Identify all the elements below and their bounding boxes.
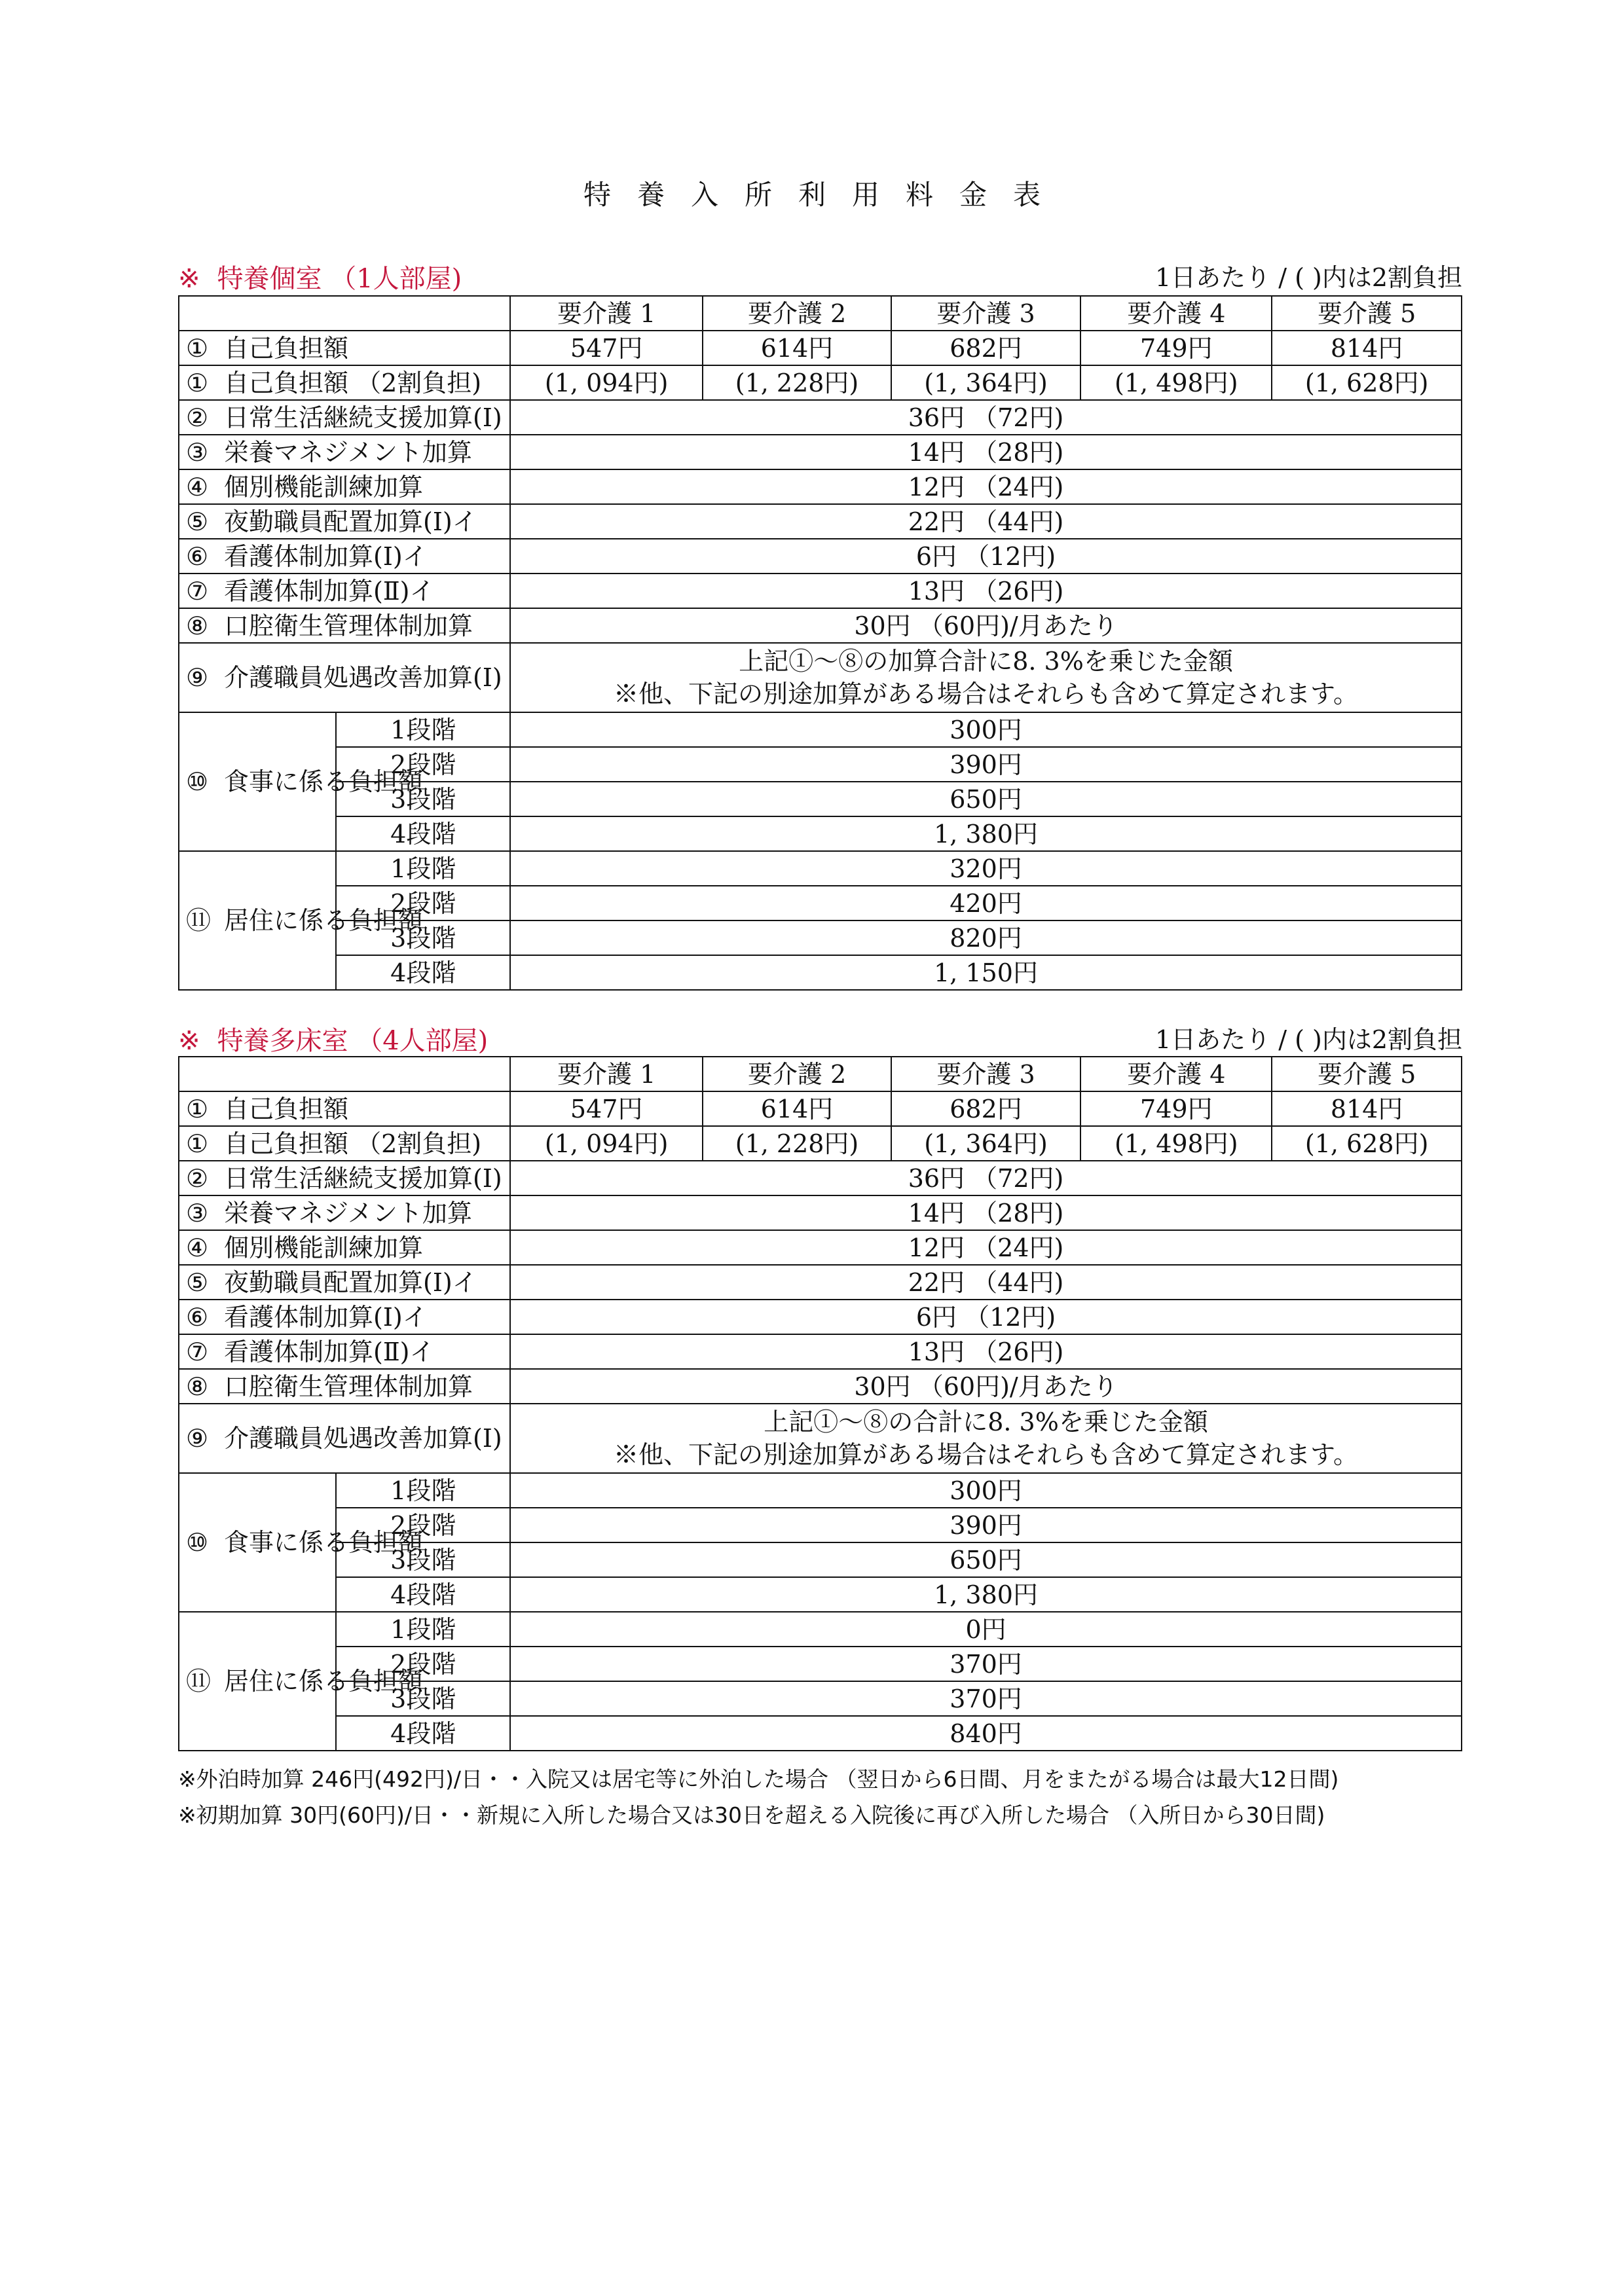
addition-row	[179, 1369, 1462, 1404]
fee-value: (1, 364円)	[891, 365, 1081, 400]
item-label-cell	[179, 1369, 510, 1404]
improvement-line-2: ※他、下記の別途加算がある場合はそれらも含めて算定されます。	[614, 1440, 1359, 1469]
item-label-cell	[179, 1404, 510, 1473]
care-level-header: 要介護 2	[703, 1057, 891, 1091]
item-number: ⑨	[186, 663, 209, 692]
item-label-cell	[179, 1265, 510, 1300]
addition-row	[179, 1334, 1462, 1369]
item-number: ⑦	[186, 576, 209, 606]
addition-value: 14円 （28円)	[510, 435, 1462, 469]
addition-value: 12円 （24円)	[510, 1230, 1462, 1265]
improvement-value	[510, 1404, 1462, 1473]
care-level-header: 要介護 5	[1272, 1057, 1462, 1091]
item-number: ⑧	[186, 1372, 209, 1401]
care-level-header: 要介護 2	[703, 296, 891, 331]
fee-value: 682円	[891, 331, 1081, 365]
addition-row	[179, 539, 1462, 574]
group-label: 食事に係る負担額	[224, 767, 424, 796]
stage-value: 1, 150円	[510, 955, 1462, 990]
header-blank	[179, 1057, 510, 1091]
stage-label: 3段階	[336, 920, 510, 955]
note-mark: ※	[178, 1026, 200, 1056]
care-level-header: 要介護 4	[1080, 296, 1272, 331]
fee-value: 547円	[510, 1091, 703, 1126]
item-number: ⑩	[186, 767, 209, 796]
self-pay_2-row	[179, 365, 1462, 400]
header-blank	[179, 296, 510, 331]
addition-value: 22円 （44円)	[510, 1265, 1462, 1300]
addition-value: 13円 （26円)	[510, 574, 1462, 608]
fee-value: (1, 628円)	[1272, 365, 1462, 400]
addition-row	[179, 435, 1462, 469]
section-note: 1日あたり / ( )内は2割負担	[1154, 263, 1462, 292]
item-label-cell	[179, 400, 510, 435]
self-pay-row	[179, 331, 1462, 365]
stage-label: 4段階	[336, 955, 510, 990]
fee-value: 614円	[703, 1091, 891, 1126]
item-number: ⑪	[186, 1667, 212, 1696]
item-label-cell	[179, 504, 510, 539]
group-label: 居住に係る負担額	[224, 1667, 424, 1696]
header-row	[179, 1057, 1462, 1091]
item-label-cell	[179, 469, 510, 504]
fee-value: (1, 628円)	[1272, 1126, 1462, 1161]
stage-value: 650円	[510, 782, 1462, 816]
section-title-text: 特養多床室 （4人部屋)	[217, 1026, 489, 1056]
addition-value: 6円 （12円)	[510, 539, 1462, 574]
item-number: ⑤	[186, 1267, 209, 1297]
addition-value: 13円 （26円)	[510, 1334, 1462, 1369]
addition-value: 12円 （24円)	[510, 469, 1462, 504]
item-label-cell	[179, 331, 510, 365]
residence-stage-row	[179, 1716, 1462, 1751]
care-level-header: 要介護 5	[1272, 296, 1462, 331]
fee-value: (1, 498円)	[1080, 1126, 1272, 1161]
care-level-header: 要介護 1	[510, 296, 703, 331]
item-label: 自己負担額 （2割負担)	[224, 368, 482, 397]
stage-label: 1段階	[336, 712, 510, 747]
fee-value: 614円	[703, 331, 891, 365]
item-label: 個別機能訓練加算	[224, 1233, 424, 1262]
addition-row	[179, 1300, 1462, 1334]
group-label: 食事に係る負担額	[224, 1528, 424, 1557]
improvement-value	[510, 643, 1462, 712]
fee-value: (1, 094円)	[510, 365, 703, 400]
addition-row	[179, 1230, 1462, 1265]
addition-value: 22円 （44円)	[510, 504, 1462, 539]
item-number: ①	[186, 1129, 209, 1158]
item-label: 日常生活継続支援加算(Ⅰ)	[224, 403, 502, 432]
fee-value: (1, 364円)	[891, 1126, 1081, 1161]
self-pay_2-row	[179, 1126, 1462, 1161]
stage-value: 390円	[510, 747, 1462, 782]
care-level-header: 要介護 3	[891, 1057, 1081, 1091]
item-number: ⑧	[186, 611, 209, 640]
care-level-header: 要介護 1	[510, 1057, 703, 1091]
fee-value: 547円	[510, 331, 703, 365]
stage-value: 300円	[510, 1473, 1462, 1508]
stage-label: 4段階	[336, 1716, 510, 1751]
item-label: 看護体制加算(Ⅰ)イ	[224, 1302, 428, 1332]
stage-value: 1, 380円	[510, 1577, 1462, 1612]
residence-stage-row	[179, 851, 1462, 886]
item-number: ①	[186, 333, 209, 363]
addition-row	[179, 400, 1462, 435]
item-label: 看護体制加算(Ⅱ)イ	[224, 576, 435, 606]
item-number: ⑤	[186, 507, 209, 536]
stage-label: 1段階	[336, 1612, 510, 1647]
note-mark: ※	[178, 264, 200, 294]
stage-value: 370円	[510, 1647, 1462, 1681]
group-label: 居住に係る負担額	[224, 906, 424, 935]
fee-value: 749円	[1080, 1091, 1272, 1126]
item-label-cell	[179, 1161, 510, 1195]
item-label: 看護体制加算(Ⅱ)イ	[224, 1337, 435, 1366]
addition-row	[179, 1161, 1462, 1195]
stage-value: 0円	[510, 1612, 1462, 1647]
fee-value: (1, 228円)	[703, 365, 891, 400]
item-number: ③	[186, 1198, 209, 1228]
fee-value: 749円	[1080, 331, 1272, 365]
item-label: 夜勤職員配置加算(Ⅰ)イ	[224, 507, 477, 536]
addition-row	[179, 1265, 1462, 1300]
fee-table-multi-bed-room	[178, 1056, 1462, 1751]
stage-label: 1段階	[336, 851, 510, 886]
fee-value: 814円	[1272, 1091, 1462, 1126]
item-label-cell	[179, 1230, 510, 1265]
meal-stage-row	[179, 1473, 1462, 1508]
stage-value: 840円	[510, 1716, 1462, 1751]
stage-label: 4段階	[336, 1577, 510, 1612]
item-number: ②	[186, 403, 209, 432]
stage-value: 820円	[510, 920, 1462, 955]
item-label: 自己負担額	[224, 333, 349, 363]
item-label: 栄養マネジメント加算	[224, 437, 472, 467]
fee-value: (1, 094円)	[510, 1126, 703, 1161]
addition-value: 30円 （60円)/月あたり	[510, 1369, 1462, 1404]
item-label: 看護体制加算(Ⅰ)イ	[224, 541, 428, 571]
stage-label: 2段階	[336, 1508, 510, 1542]
addition-row	[179, 504, 1462, 539]
item-label: 夜勤職員配置加算(Ⅰ)イ	[224, 1267, 477, 1297]
item-label: 日常生活継続支援加算(Ⅰ)	[224, 1163, 502, 1193]
stage-value: 370円	[510, 1681, 1462, 1716]
addition-value: 6円 （12円)	[510, 1300, 1462, 1334]
item-label-cell	[179, 643, 510, 712]
stage-label: 2段階	[336, 1647, 510, 1681]
item-label-cell	[179, 1126, 510, 1161]
item-number: ⑥	[186, 541, 209, 571]
item-number: ①	[186, 1094, 209, 1123]
item-label-cell	[179, 1300, 510, 1334]
item-label-cell	[179, 539, 510, 574]
stage-value: 650円	[510, 1542, 1462, 1577]
item-label-cell	[179, 365, 510, 400]
fee-value: (1, 228円)	[703, 1126, 891, 1161]
item-number: ⑦	[186, 1337, 209, 1366]
item-number: ④	[186, 1233, 209, 1262]
addition-row	[179, 574, 1462, 608]
addition-row	[179, 608, 1462, 643]
meal-stage-row	[179, 1577, 1462, 1612]
item-label-cell	[179, 574, 510, 608]
item-label-cell	[179, 1334, 510, 1369]
item-label-cell	[179, 435, 510, 469]
document-title: 特養入所利用料金表	[583, 179, 1067, 211]
fee-value: (1, 498円)	[1080, 365, 1272, 400]
fee-table-private-room	[178, 295, 1462, 991]
item-label-cell	[179, 608, 510, 643]
stage-label: 1段階	[336, 1473, 510, 1508]
item-label: 個別機能訓練加算	[224, 472, 424, 501]
section-title-multi-bed-room	[178, 1023, 488, 1059]
footnote-overnight: ※外泊時加算 246円(492円)/日・・入院又は居宅等に外泊した場合 （翌日から6日間、月をまたがる場合は最大12日間)	[178, 1766, 1339, 1792]
footnote-initial: ※初期加算 30円(60円)/日・・新規に入所した場合又は30日を超える入院後に再び入所した場合 （入所日から30日間)	[178, 1802, 1325, 1828]
section-note: 1日あたり / ( )内は2割負担	[1154, 1025, 1462, 1054]
item-number: ⑥	[186, 1302, 209, 1332]
stage-value: 390円	[510, 1508, 1462, 1542]
stage-value: 420円	[510, 886, 1462, 920]
item-number: ⑪	[186, 906, 212, 935]
meal-stage-row	[179, 712, 1462, 747]
stage-value: 320円	[510, 851, 1462, 886]
item-label-cell	[179, 1195, 510, 1230]
improvement-row	[179, 643, 1462, 712]
section-title-private-room	[178, 261, 462, 297]
addition-value: 30円 （60円)/月あたり	[510, 608, 1462, 643]
item-number: ⑨	[186, 1424, 209, 1453]
self-pay-row	[179, 1091, 1462, 1126]
improvement-line-1: 上記①～⑧の加算合計に8. 3%を乗じた金額	[739, 647, 1233, 676]
fee-value: 814円	[1272, 331, 1462, 365]
stage-label: 3段階	[336, 1681, 510, 1716]
addition-value: 36円 （72円)	[510, 1161, 1462, 1195]
addition-row	[179, 469, 1462, 504]
care-level-header: 要介護 3	[891, 296, 1081, 331]
item-label-cell	[179, 1091, 510, 1126]
item-label: 栄養マネジメント加算	[224, 1198, 472, 1228]
fee-value: 682円	[891, 1091, 1081, 1126]
header-row	[179, 296, 1462, 331]
care-level-header: 要介護 4	[1080, 1057, 1272, 1091]
stage-value: 1, 380円	[510, 816, 1462, 851]
residence-stage-row	[179, 1612, 1462, 1647]
item-number: ②	[186, 1163, 209, 1193]
item-label: 自己負担額	[224, 1094, 349, 1123]
stage-label: 4段階	[336, 816, 510, 851]
improvement-line-2: ※他、下記の別途加算がある場合はそれらも含めて算定されます。	[614, 680, 1359, 708]
section-title-text: 特養個室 （1人部屋)	[217, 264, 462, 294]
item-number: ⑩	[186, 1528, 209, 1557]
addition-value: 14円 （28円)	[510, 1195, 1462, 1230]
residence-stage-row	[179, 955, 1462, 990]
item-label: 口腔衛生管理体制加算	[224, 611, 473, 640]
improvement-line-1: 上記①～⑧の合計に8. 3%を乗じた金額	[764, 1408, 1208, 1436]
item-label: 介護職員処遇改善加算(Ⅰ)	[224, 663, 502, 692]
footnotes	[178, 1761, 1338, 1833]
addition-row	[179, 1195, 1462, 1230]
meal-stage-row	[179, 816, 1462, 851]
improvement-row	[179, 1404, 1462, 1473]
stage-label: 3段階	[336, 782, 510, 816]
item-number: ③	[186, 437, 209, 467]
item-label: 介護職員処遇改善加算(Ⅰ)	[224, 1424, 502, 1453]
stage-label: 2段階	[336, 747, 510, 782]
item-number: ④	[186, 472, 209, 501]
stage-label: 2段階	[336, 886, 510, 920]
item-label: 口腔衛生管理体制加算	[224, 1372, 473, 1401]
stage-label: 3段階	[336, 1542, 510, 1577]
stage-value: 300円	[510, 712, 1462, 747]
addition-value: 36円 （72円)	[510, 400, 1462, 435]
item-label: 自己負担額 （2割負担)	[224, 1129, 482, 1158]
item-number: ①	[186, 368, 209, 397]
